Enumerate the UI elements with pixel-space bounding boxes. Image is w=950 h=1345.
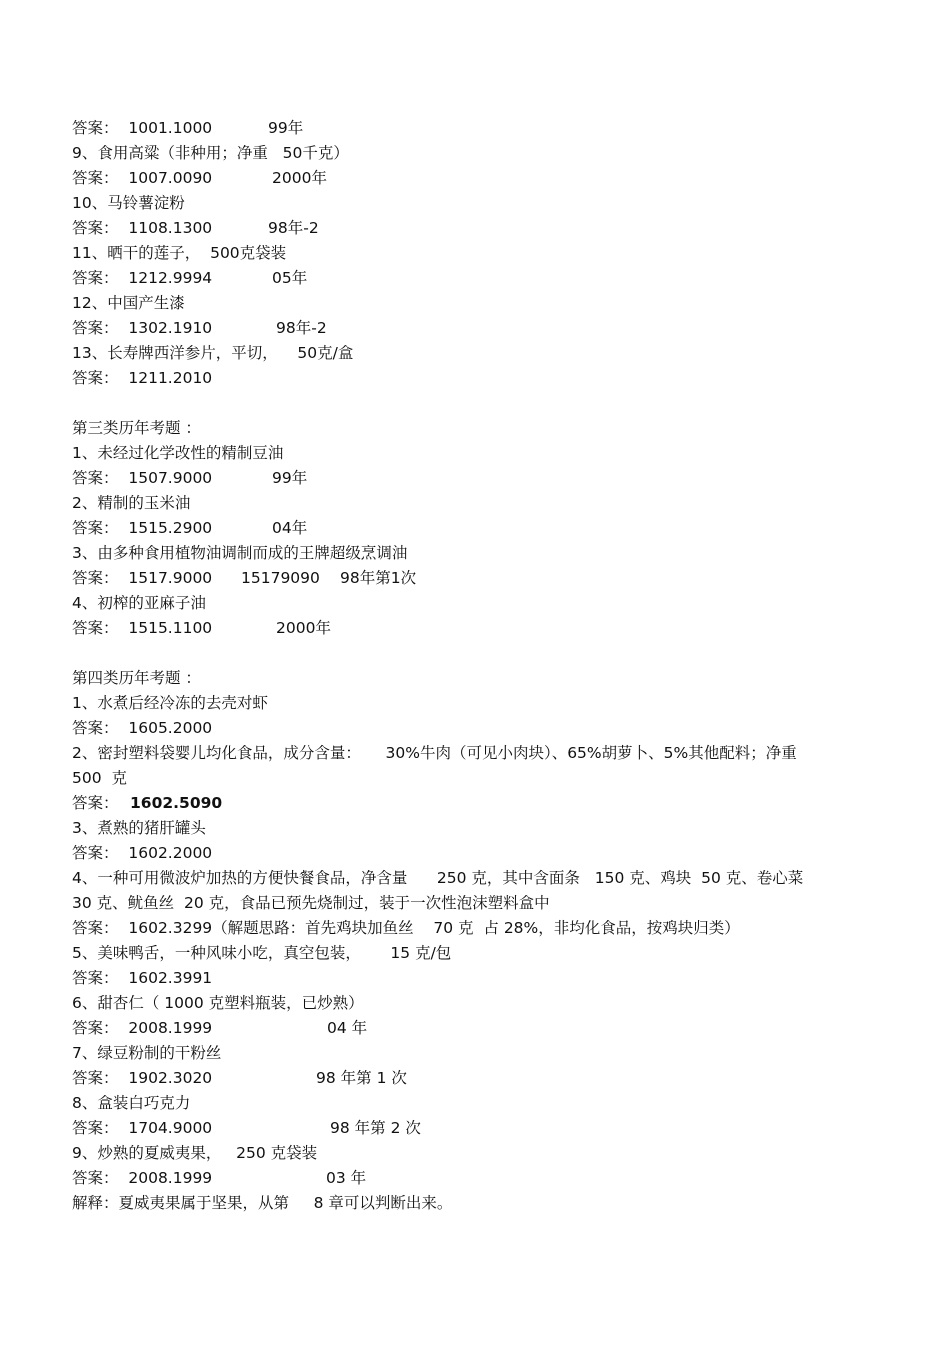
text-segment: 2000年	[276, 619, 331, 637]
text-segment: 4、初榨的亚麻子油	[72, 594, 206, 612]
text-segment: 04年	[272, 519, 308, 537]
text-segment: 4、一种可用微波炉加热的方便快餐食品，净含量 250 克，其中含面条 150 克、鸡块 50 克、卷心菜	[72, 869, 804, 887]
text-segment: 5、美味鸭舌，一种风味小吃，真空包装， 15 克/包	[72, 944, 452, 962]
text-segment: 答案： 1605.2000	[72, 719, 213, 737]
text-segment: 答案： 1212.9994	[72, 269, 213, 287]
text-segment: 10、马铃薯淀粉	[72, 194, 185, 212]
text-segment: 98年-2	[276, 319, 327, 337]
text-segment: 第四类历年考题 ：	[72, 669, 201, 687]
text-segment: 2000年	[272, 169, 327, 187]
text-segment: 2、精制的玉米油	[72, 494, 191, 512]
text-segment: 7、绿豆粉制的干粉丝	[72, 1044, 222, 1062]
text-segment: 答案： 1902.3020	[72, 1069, 213, 1087]
text-segment: 12、中国产生漆	[72, 294, 185, 312]
text-segment: 8、盒装白巧克力	[72, 1094, 191, 1112]
text-segment: 11、晒干的莲子， 500克袋装	[72, 244, 287, 262]
text-segment: 答案： 1302.1910	[72, 319, 213, 337]
text-segment: 2、密封塑料袋婴儿均化食品，成分含量： 30%牛肉（可见小肉块）、65%胡萝卜、5%其他配料；净重	[72, 744, 797, 762]
text-segment: 98年-2	[268, 219, 319, 237]
text-segment: 答案：	[72, 794, 119, 812]
text-segment: 30 克、鱿鱼丝 20 克，食品已预先烧制过，装于一次性泡沫塑料盒中	[72, 894, 550, 912]
text-segment: 答案： 1515.1100	[72, 619, 213, 637]
text-segment: 04 年	[327, 1019, 368, 1037]
text-segment: 6、甜杏仁（ 1000 克塑料瓶装，已炒熟）	[72, 994, 364, 1012]
text-segment: 98 年第 1 次	[316, 1069, 407, 1087]
text-segment: 13、长寿牌西洋参片，平切， 50克/盒	[72, 344, 354, 362]
text-segment: 9、食用高粱（非种用；净重 50千克）	[72, 144, 349, 162]
text-segment: 答案： 1211.2010	[72, 369, 213, 387]
text-segment: 答案： 2008.1999	[72, 1019, 213, 1037]
text-segment: 答案： 1507.9000	[72, 469, 213, 487]
text-segment: 500 克	[72, 769, 127, 787]
text-segment: 答案： 1007.0090	[72, 169, 213, 187]
text-segment: 99年	[272, 469, 308, 487]
text-segment: 答案： 2008.1999	[72, 1169, 213, 1187]
text-segment: 答案： 1602.3991	[72, 969, 213, 987]
text-segment: 1、水煮后经冷冻的去壳对虾	[72, 694, 268, 712]
text-segment: 99年	[268, 119, 304, 137]
text-segment: 答案： 1515.2900	[72, 519, 213, 537]
text-segment: 解释：夏威夷果属于坚果，从第 8 章可以判断出来。	[72, 1194, 453, 1212]
text-segment: 03 年	[326, 1169, 367, 1187]
text-segment: 答案： 1602.2000	[72, 844, 213, 862]
text-segment: 15179090	[241, 569, 320, 587]
text-segment: 1602.5090	[130, 794, 223, 812]
text-segment: 1、未经过化学改性的精制豆油	[72, 444, 284, 462]
text-segment: 98 年第 2 次	[330, 1119, 421, 1137]
text-segment: 05年	[272, 269, 308, 287]
text-segment: 第三类历年考题 ：	[72, 419, 201, 437]
text-segment: 9、炒熟的夏威夷果， 250 克袋装	[72, 1144, 318, 1162]
text-segment: 3、由多种食用植物油调制而成的王牌超级烹调油	[72, 544, 408, 562]
text-segment: 答案： 1108.1300	[72, 219, 213, 237]
text-segment: 答案： 1602.3299（解题思路：首先鸡块加鱼丝 70 克 占 28%，非均化食品，按鸡块归类）	[72, 919, 740, 937]
text-segment: 3、煮熟的猪肝罐头	[72, 819, 206, 837]
text-segment: 答案： 1517.9000	[72, 569, 213, 587]
text-segment: 98年第1次	[340, 569, 417, 587]
text-segment: 答案： 1704.9000	[72, 1119, 213, 1137]
text-segment: 答案： 1001.1000	[72, 119, 213, 137]
